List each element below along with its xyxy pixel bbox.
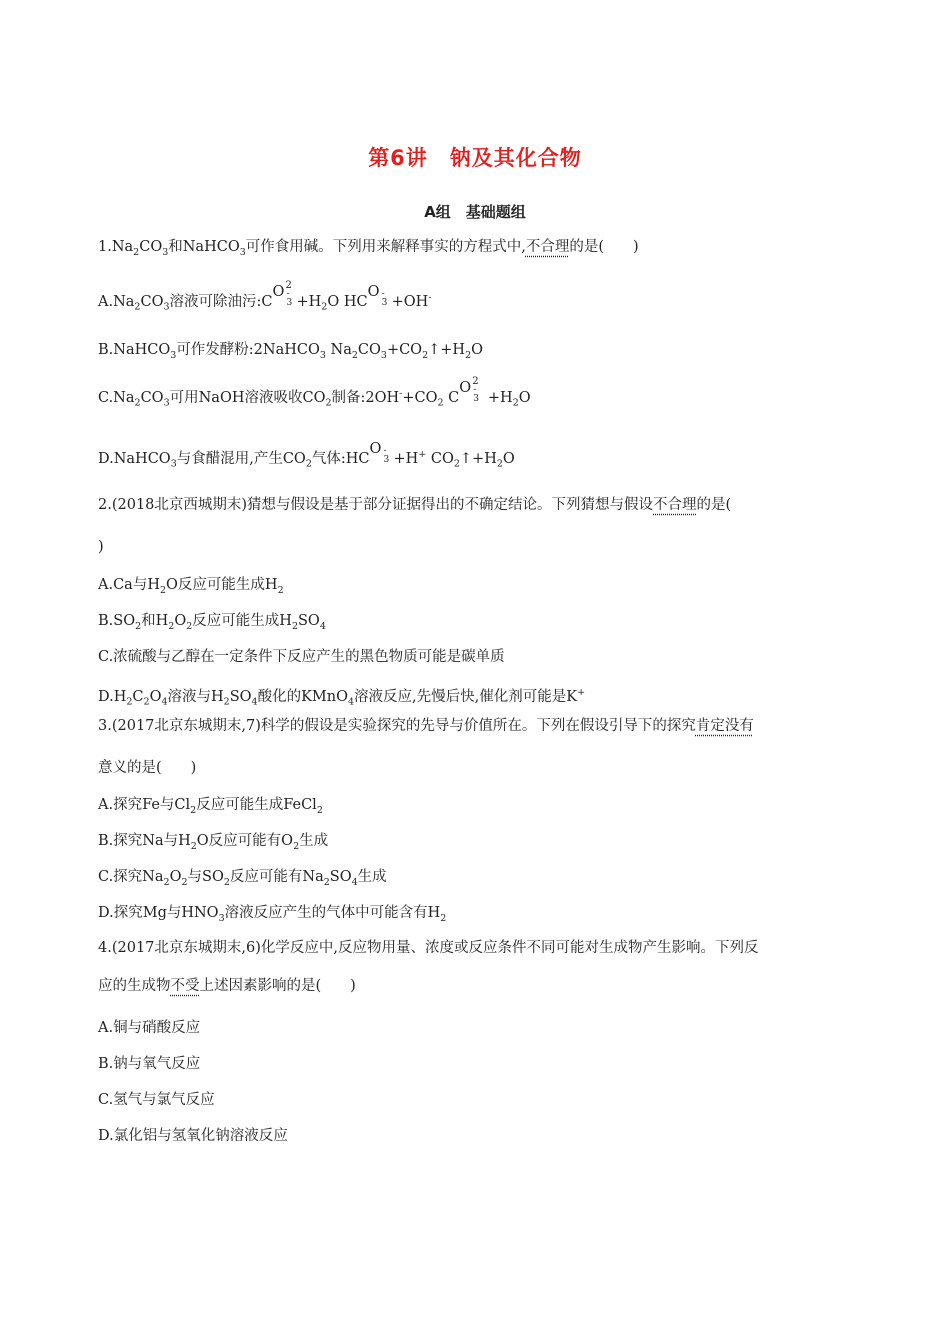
question-2-stem: 2.(2018北京西城期末)猜想与假设是基于部分证据得出的不确定结论。下列猜想与假设不合理的是(	[98, 497, 732, 513]
question-3-stem: 3.(2017北京东城期末,7)科学的假设是实验探究的先导与价值所在。下列在假设引导下的探究肯定没有	[98, 718, 754, 734]
question-4-option-d: D.氯化铝与氢氧化钠溶液反应	[98, 1128, 288, 1144]
question-3-option-c: C.探究$Na_2O_2$与$SO_2$反应可能有$Na_2SO_4$生成	[98, 869, 387, 888]
question-1-option-c: $C.Na_2CO_3$可用NaOH溶液吸收$CO_2$制备$:2OH^-+CO_2$ C O 2 - 3 $+H_2O$	[98, 376, 531, 409]
question-2-option-a: A.Ca与$H_2O$反应可能生成$H_2$	[98, 577, 284, 596]
question-4-option-c: C.氢气与氯气反应	[98, 1092, 215, 1108]
emphasis-mark: 不合理	[525, 239, 570, 255]
question-2-option-d: $D.H_2C_2O_4$溶液与$H_2SO_4$酸化的KMnO$_4$溶液反应,先慢后快,催化剂可能是K+	[98, 687, 586, 708]
question-3-option-d: D.探究Mg与$HNO_3$溶液反应产生的气体中可能含有$H_2$	[98, 905, 447, 924]
question-2-stem-cont: )	[98, 539, 104, 555]
question-3-option-b: B.探究Na与$H_2O$反应可能有$O_2$生成	[98, 833, 329, 852]
question-4-option-b: B.钠与氧气反应	[98, 1056, 201, 1072]
emphasis-mark: 不合理	[653, 497, 697, 513]
section-heading: A组 基础题组	[424, 203, 526, 221]
bicarbonate-ion: O - 3	[367, 284, 388, 308]
question-1-option-a: $A.Na_2CO_3$溶液可除油污:C O 2 - 3 $+H_2O$ HC O - 3 +OH-	[98, 280, 432, 313]
question-2-option-b: $B.SO_2$和$H_2O_2$反应可能生成$H_2SO_4$	[98, 613, 326, 632]
emphasis-mark: 肯定没有	[695, 718, 754, 734]
question-2-option-c: C.浓硫酸与乙醇在一定条件下反应产生的黑色物质可能是碳单质	[98, 649, 505, 665]
question-3-stem-cont: 意义的是( )	[98, 760, 197, 776]
carbonate-ion: O 2 - 3	[459, 376, 480, 404]
bicarbonate-ion: O - 3	[369, 441, 390, 465]
page-title: 第6讲 钠及其化合物	[368, 146, 582, 170]
question-1-option-d: D.NaHCO$_3$与食醋混用,产生$CO_2$气体:HC O - 3 +H+ $CO_2↑+H_2O$	[98, 441, 515, 470]
question-1-stem: $1.Na_2CO_3$和NaHCO$_3$可作食用碱。下列用来解释事实的方程式中,不合理的是( )	[98, 239, 639, 258]
question-3-option-a: A.探究Fe与$Cl_2$反应可能生成FeCl$_2$	[98, 797, 323, 816]
question-4-stem: 4.(2017北京东城期末,6)化学反应中,反应物用量、浓度或反应条件不同可能对生成物产生影响。下列反	[98, 940, 759, 956]
emphasis-mark: 不受	[170, 978, 200, 994]
question-4-stem-cont: 应的生成物不受上述因素影响的是( )	[98, 978, 356, 994]
question-4-option-a: A.铜与硝酸反应	[98, 1020, 201, 1036]
carbonate-ion: O 2 - 3	[272, 280, 293, 308]
question-1-option-b: B.NaHCO$_3$可作发酵粉:2NaHCO$_3$ $Na_2CO_3+CO_2↑+H_2O$	[98, 342, 484, 361]
